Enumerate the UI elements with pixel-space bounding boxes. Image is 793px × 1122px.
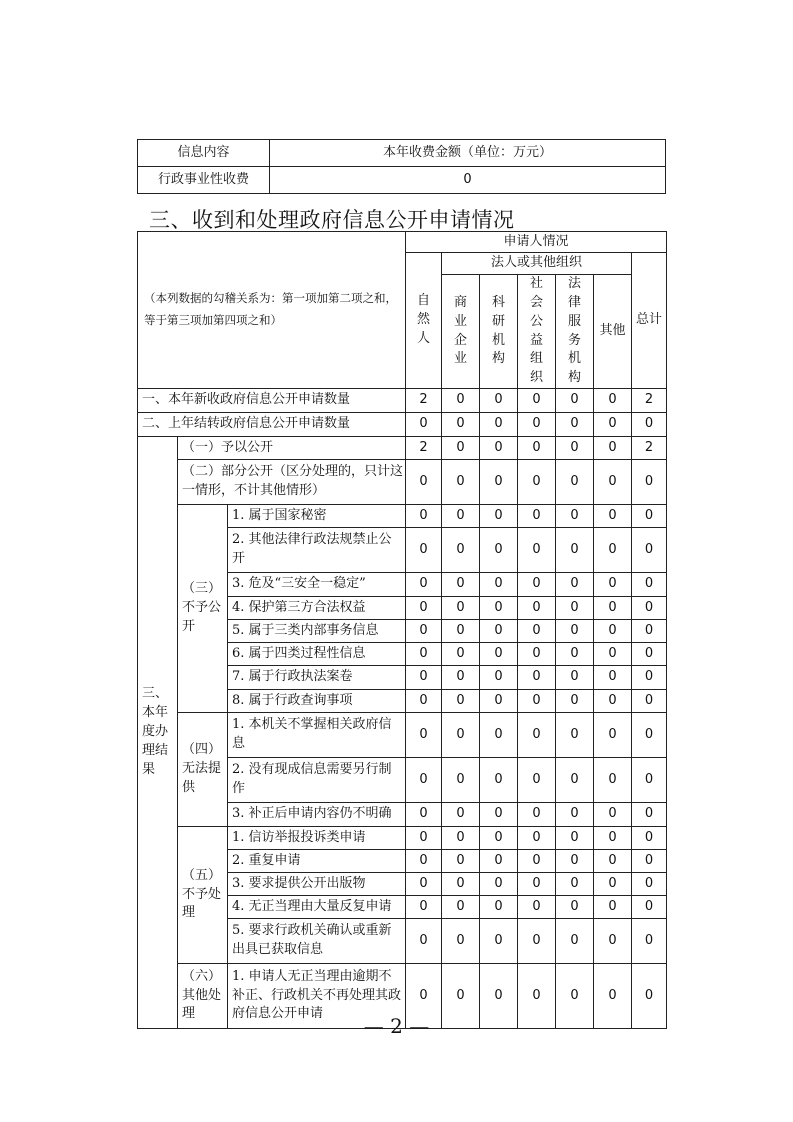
- value-cell: 0: [556, 873, 594, 896]
- value-cell: 0: [594, 919, 632, 964]
- value-cell: 0: [442, 758, 480, 803]
- value-cell: 0: [556, 573, 594, 597]
- value-cell: 0: [518, 620, 556, 643]
- value-cell: 0: [406, 896, 442, 919]
- value-cell: 0: [632, 413, 667, 437]
- value-cell: 0: [518, 460, 556, 505]
- item-label: 3. 要求提供公开出版物: [228, 873, 406, 896]
- value-cell: 0: [406, 964, 442, 1029]
- value-cell: 0: [632, 620, 667, 643]
- value-cell: 0: [480, 919, 518, 964]
- value-cell: 0: [406, 413, 442, 437]
- item-label: 2. 重复申请: [228, 850, 406, 873]
- value-cell: 0: [442, 597, 480, 620]
- value-cell: 0: [442, 896, 480, 919]
- value-cell: 0: [632, 505, 667, 528]
- value-cell: 0: [518, 964, 556, 1029]
- table-row: [138, 389, 667, 413]
- value-cell: 0: [406, 643, 442, 666]
- value-cell: 0: [518, 758, 556, 803]
- group-label-refuse: （三）不予公开: [178, 505, 228, 713]
- value-cell: 0: [442, 964, 480, 1029]
- row-label-carry: 二、上年结转政府信息公开申请数量: [138, 413, 406, 437]
- value-cell: 0: [594, 873, 632, 896]
- value-cell: 0: [480, 713, 518, 758]
- value-cell: 2: [632, 389, 667, 413]
- value-cell: 0: [556, 758, 594, 803]
- group-label-not_handled: （五）不予处理: [178, 827, 228, 964]
- value-cell: 0: [518, 597, 556, 620]
- value-cell: 0: [442, 389, 480, 413]
- value-cell: 0: [406, 666, 442, 690]
- value-cell: 0: [632, 460, 667, 505]
- value-cell: 0: [594, 896, 632, 919]
- value-cell: 0: [442, 919, 480, 964]
- group-label-unable: （四）无法提供: [178, 713, 228, 827]
- value-cell: 0: [556, 896, 594, 919]
- value-cell: 0: [594, 827, 632, 850]
- page-number: — 2 —: [363, 1014, 430, 1038]
- value-cell: 0: [594, 964, 632, 1029]
- value-cell: 0: [632, 528, 667, 573]
- value-cell: 0: [480, 413, 518, 437]
- value-cell: 0: [594, 505, 632, 528]
- value-cell: 2: [632, 437, 667, 460]
- value-cell: 0: [518, 690, 556, 713]
- item-label: 1. 属于国家秘密: [228, 505, 406, 528]
- value-cell: 0: [594, 460, 632, 505]
- value-cell: 0: [556, 389, 594, 413]
- value-cell: 0: [480, 389, 518, 413]
- value-cell: 0: [632, 713, 667, 758]
- value-cell: 0: [480, 505, 518, 528]
- fee-header-amount: 本年收费金额（单位：万元）: [270, 140, 666, 167]
- value-cell: 0: [442, 803, 480, 827]
- value-cell: 0: [480, 643, 518, 666]
- fee-row-label: 行政事业性收费: [138, 167, 270, 194]
- col-natural: 自然人: [406, 253, 442, 389]
- value-cell: 0: [518, 713, 556, 758]
- value-cell: 0: [406, 690, 442, 713]
- value-cell: 0: [406, 460, 442, 505]
- item-label: 2. 没有现成信息需要另行制作: [228, 758, 406, 803]
- value-cell: 0: [556, 850, 594, 873]
- value-cell: 0: [556, 505, 594, 528]
- value-cell: 0: [480, 803, 518, 827]
- table-row: [138, 413, 667, 437]
- value-cell: 0: [518, 505, 556, 528]
- table-row: [138, 827, 667, 850]
- item-label: 6. 属于四类过程性信息: [228, 643, 406, 666]
- value-cell: 0: [632, 850, 667, 873]
- value-cell: 0: [442, 643, 480, 666]
- value-cell: 0: [518, 803, 556, 827]
- value-cell: 0: [556, 437, 594, 460]
- value-cell: 0: [556, 964, 594, 1029]
- value-cell: 0: [556, 528, 594, 573]
- item-label: 5. 属于三类内部事务信息: [228, 620, 406, 643]
- value-cell: 0: [480, 827, 518, 850]
- value-cell: 0: [442, 873, 480, 896]
- value-cell: 2: [406, 437, 442, 460]
- row-label-new: 一、本年新收政府信息公开申请数量: [138, 389, 406, 413]
- value-cell: 0: [594, 620, 632, 643]
- value-cell: 0: [594, 690, 632, 713]
- value-cell: 0: [594, 850, 632, 873]
- value-cell: 0: [632, 873, 667, 896]
- value-cell: 0: [556, 827, 594, 850]
- value-cell: 0: [556, 597, 594, 620]
- value-cell: 0: [442, 573, 480, 597]
- value-cell: 0: [406, 528, 442, 573]
- value-cell: 0: [480, 437, 518, 460]
- value-cell: 0: [480, 573, 518, 597]
- value-cell: 0: [406, 620, 442, 643]
- value-cell: 0: [406, 873, 442, 896]
- value-cell: 0: [518, 896, 556, 919]
- value-cell: 0: [442, 413, 480, 437]
- value-cell: 0: [518, 873, 556, 896]
- value-cell: 0: [632, 597, 667, 620]
- col-business: 商业企业: [442, 275, 480, 389]
- fee-row-value: 0: [270, 167, 666, 194]
- value-cell: 0: [518, 389, 556, 413]
- value-cell: 0: [518, 413, 556, 437]
- value-cell: 0: [480, 850, 518, 873]
- value-cell: 0: [518, 850, 556, 873]
- value-cell: 0: [556, 690, 594, 713]
- value-cell: 0: [556, 413, 594, 437]
- item-label: 3. 危及“三安全一稳定”: [228, 573, 406, 597]
- value-cell: 0: [406, 850, 442, 873]
- results-label: 三、本年度办理结果: [138, 437, 178, 1029]
- table-row: [138, 505, 667, 528]
- value-cell: 0: [556, 620, 594, 643]
- value-cell: 0: [480, 873, 518, 896]
- value-cell: 0: [556, 666, 594, 690]
- item-label: 4. 保护第三方合法权益: [228, 597, 406, 620]
- group-label-other: （六）其他处理: [178, 964, 228, 1029]
- value-cell: 0: [594, 528, 632, 573]
- table-row: [138, 437, 667, 460]
- legal-group-header: 法人或其他组织: [442, 253, 632, 275]
- item-label: 5. 要求行政机关确认或重新出具已获取信息: [228, 919, 406, 964]
- value-cell: 0: [556, 713, 594, 758]
- value-cell: 0: [556, 803, 594, 827]
- section-title: 三、收到和处理政府信息公开申请情况: [149, 208, 515, 232]
- item-label: 1. 申请人无正当理由逾期不补正、行政机关不再处理其政府信息公开申请: [228, 964, 406, 1029]
- item-label: 7. 属于行政执法案卷: [228, 666, 406, 690]
- value-cell: 0: [442, 666, 480, 690]
- row-label-partial: （二）部分公开（区分处理的，只计这一情形，不计其他情形）: [178, 460, 406, 505]
- value-cell: 0: [518, 666, 556, 690]
- value-cell: 0: [442, 690, 480, 713]
- value-cell: 0: [406, 573, 442, 597]
- value-cell: 0: [480, 460, 518, 505]
- note-cell: （本列数据的勾稽关系为：第一项加第二项之和，等于第三项加第四项之和）: [138, 232, 406, 389]
- value-cell: 0: [632, 758, 667, 803]
- value-cell: 0: [480, 666, 518, 690]
- value-cell: 0: [480, 528, 518, 573]
- value-cell: 0: [518, 437, 556, 460]
- value-cell: 0: [518, 643, 556, 666]
- value-cell: 0: [632, 690, 667, 713]
- value-cell: 0: [442, 505, 480, 528]
- value-cell: 0: [632, 896, 667, 919]
- value-cell: 0: [594, 803, 632, 827]
- value-cell: 0: [594, 573, 632, 597]
- value-cell: 0: [518, 573, 556, 597]
- value-cell: 0: [442, 620, 480, 643]
- item-label: 8. 属于行政查询事项: [228, 690, 406, 713]
- applicant-header: 申请人情况: [406, 232, 667, 253]
- value-cell: 0: [406, 827, 442, 850]
- value-cell: 0: [594, 758, 632, 803]
- value-cell: 0: [518, 528, 556, 573]
- item-label: 1. 本机关不掌握相关政府信息: [228, 713, 406, 758]
- value-cell: 0: [480, 690, 518, 713]
- value-cell: 0: [632, 666, 667, 690]
- item-label: 4. 无正当理由大量反复申请: [228, 896, 406, 919]
- col-social: 社会公益组织: [518, 275, 556, 389]
- value-cell: 0: [632, 919, 667, 964]
- value-cell: 0: [442, 713, 480, 758]
- value-cell: 0: [442, 850, 480, 873]
- value-cell: 0: [480, 620, 518, 643]
- row-label-disclose: （一）予以公开: [178, 437, 406, 460]
- table-row: [138, 460, 667, 505]
- value-cell: 0: [480, 964, 518, 1029]
- value-cell: 0: [632, 643, 667, 666]
- value-cell: 0: [632, 964, 667, 1029]
- value-cell: 0: [442, 827, 480, 850]
- fee-table: [137, 139, 666, 194]
- value-cell: 0: [594, 666, 632, 690]
- value-cell: 0: [480, 758, 518, 803]
- value-cell: 0: [406, 803, 442, 827]
- value-cell: 0: [442, 437, 480, 460]
- value-cell: 0: [406, 597, 442, 620]
- item-label: 2. 其他法律行政法规禁止公开: [228, 528, 406, 573]
- item-label: 1. 信访举报投诉类申请: [228, 827, 406, 850]
- col-research: 科研机构: [480, 275, 518, 389]
- value-cell: 0: [518, 827, 556, 850]
- col-legal-service: 法律服务机构: [556, 275, 594, 389]
- value-cell: 0: [406, 713, 442, 758]
- table-row: [138, 713, 667, 758]
- item-label: 3. 补正后申请内容仍不明确: [228, 803, 406, 827]
- value-cell: 0: [594, 389, 632, 413]
- col-total: 总计: [632, 253, 667, 389]
- col-other: 其他: [594, 275, 632, 389]
- value-cell: 0: [442, 460, 480, 505]
- value-cell: 0: [594, 643, 632, 666]
- value-cell: 0: [556, 919, 594, 964]
- value-cell: 0: [406, 758, 442, 803]
- value-cell: 0: [480, 597, 518, 620]
- value-cell: 0: [594, 437, 632, 460]
- value-cell: 0: [556, 460, 594, 505]
- value-cell: 0: [632, 827, 667, 850]
- value-cell: 0: [594, 597, 632, 620]
- value-cell: 0: [594, 713, 632, 758]
- value-cell: 0: [632, 573, 667, 597]
- fee-header-content: 信息内容: [138, 140, 270, 167]
- value-cell: 0: [406, 919, 442, 964]
- value-cell: 2: [406, 389, 442, 413]
- value-cell: 0: [480, 896, 518, 919]
- value-cell: 0: [594, 413, 632, 437]
- value-cell: 0: [518, 919, 556, 964]
- value-cell: 0: [406, 505, 442, 528]
- value-cell: 0: [632, 803, 667, 827]
- application-table: [137, 231, 667, 1029]
- value-cell: 0: [556, 643, 594, 666]
- value-cell: 0: [442, 528, 480, 573]
